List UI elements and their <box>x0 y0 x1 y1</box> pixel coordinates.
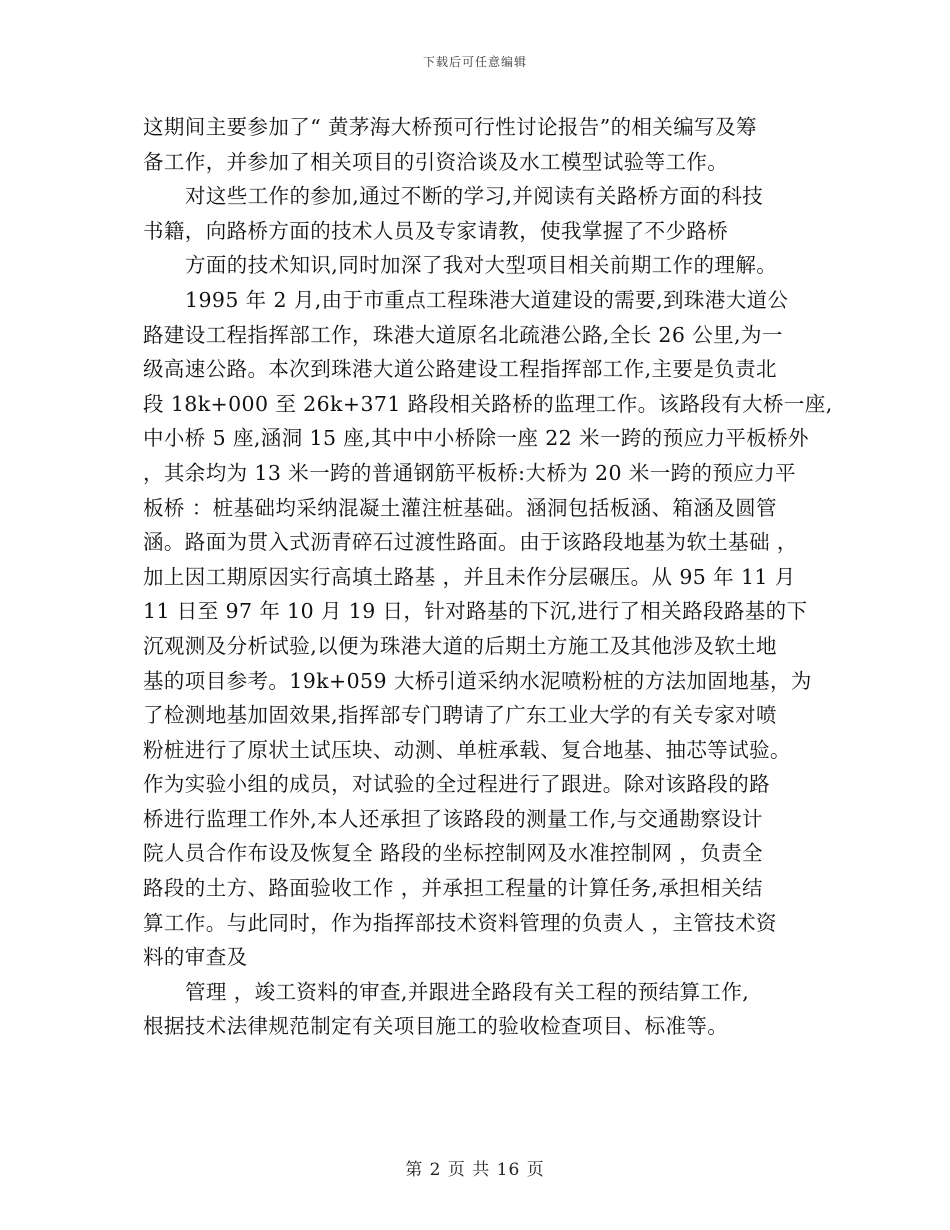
page-header: 下载后可任意编辑 <box>422 55 527 69</box>
text-line: 1995 年 2 月,由于市重点工程珠港大道建设的需要,到珠港大道公 <box>185 287 789 312</box>
text-line: 对这些工作的参加,通过不断的学习,并阅读有关路桥方面的科技 <box>185 184 764 209</box>
page-footer: 第 2 页 共 16 页 <box>405 1160 545 1180</box>
text-line: 路段的土方、路面验收工作 ，并承担工程量的计算任务,承担相关结 <box>143 876 763 901</box>
text-line: 涵。路面为贯入式沥青碎石过渡性路面。由于该路段地基为软土基础 ， <box>143 530 798 555</box>
text-line: 加上因工期原因实行高填土路基 ，并且未作分层碾压。从 95 年 11 月 <box>143 564 796 589</box>
text-line: 书籍，向路桥方面的技术人员及专家请教，使我掌握了不少路桥 <box>143 218 729 243</box>
text-line: 这期间主要参加了“ 黄茅海大桥预可行性讨论报告”的相关编写及筹 <box>143 115 757 139</box>
text-line: 管理 ，竣工资料的审查,并跟进全路段有关工程的预结算工作, <box>185 979 750 1004</box>
text-line: 了检测地基加固效果,指挥部专门聘请了广东工业大学的有关专家对喷 <box>143 703 777 728</box>
text-line: 方面的技术知识,同时加深了我对大型项目相关前期工作的理解。 <box>185 253 778 278</box>
text-line: 桥进行监理工作外,本人还承担了该路段的测量工作,与交通勘察设计 <box>143 806 763 831</box>
text-line: 11 日至 97 年 10 月 19 日，针对路基的下沉,进行了相关路段路基的下 <box>143 599 808 624</box>
text-line: 根据技术法律规范制定有关项目施工的验收检查项目、标准等。 <box>143 1014 729 1039</box>
text-line: 料的审查及 <box>143 945 248 970</box>
text-line: ，其余均为 13 米一跨的普通钢筋平板桥:大桥为 20 米一跨的预应力平 <box>143 460 797 485</box>
text-line: 粉桩进行了原状土试压块、动测、单桩承载、复合地基、抽芯等试验。 <box>143 737 791 762</box>
text-line: 中小桥 5 座,涵洞 15 座,其中中小桥除一座 22 米一跨的预应力平板桥外 <box>143 426 809 451</box>
text-line: 基的项目参考。19k+059 大桥引道采纳水泥喷粉桩的方法加固地基，为 <box>143 668 812 693</box>
text-line: 段 18k+000 至 26k+371 路段相关路桥的监理工作。该路段有大桥一座, <box>143 391 833 416</box>
text-line: 路建设工程指挥部工作，珠港大道原名北疏港公路,全长 26 公里,为一 <box>143 322 783 347</box>
text-line: 院人员合作布设及恢复全 路段的坐标控制网及水准控制网 ，负责全 <box>143 841 763 866</box>
text-line: 沉观测及分析试验,以便为珠港大道的后期土方施工及其他涉及软土地 <box>143 633 777 658</box>
text-line: 算工作。与此同时，作为指挥部技术资料管理的负责人 ，主管技术资 <box>143 910 777 935</box>
document-body <box>143 110 833 1044</box>
text-line: 级高速公路。本次到珠港大道公路建设工程指挥部工作,主要是负责北 <box>143 357 777 382</box>
text-line: 备工作，并参加了相关项目的引资洽谈及水工模型试验等工作。 <box>143 149 729 174</box>
text-line: 作为实验小组的成员，对试验的全过程进行了跟进。除对该路段的路 <box>143 772 770 797</box>
text-line: 板桥 ：桩基础均采纳混凝土灌注桩基础。涵洞包括板涵、箱涵及圆管 <box>143 495 777 520</box>
